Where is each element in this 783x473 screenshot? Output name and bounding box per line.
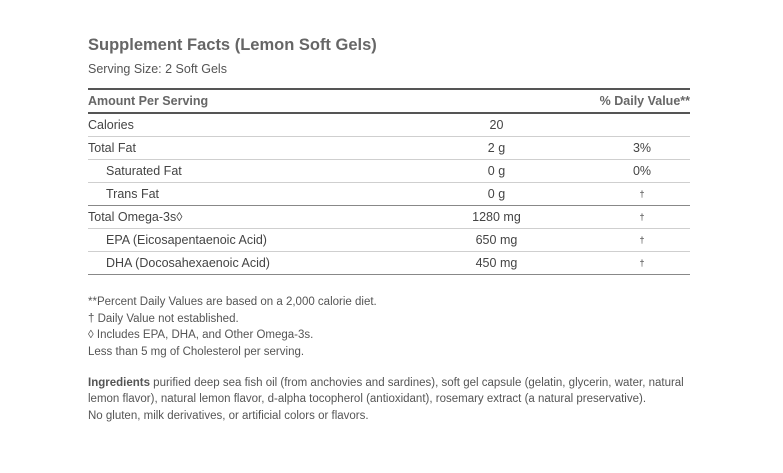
nutrient-amount: 450 mg: [475, 256, 518, 270]
nutrient-daily-value: [564, 113, 690, 137]
nutrient-name: Trans Fat: [106, 187, 160, 201]
nutrient-name: Total Omega-3s◊: [88, 210, 183, 224]
nutrient-amount: 20: [489, 118, 504, 132]
header-amount-spacer: [429, 89, 564, 113]
table-row: [88, 229, 690, 252]
nutrient-name: Calories: [88, 118, 134, 132]
table-row: [88, 206, 690, 229]
ingredients-label: Ingredients: [88, 377, 150, 389]
ingredients-section: [88, 375, 693, 424]
nutrient-amount: 1280 mg: [472, 210, 521, 224]
nutrient-name: Saturated Fat: [106, 164, 182, 178]
nutrient-amount: 650 mg: [475, 233, 518, 247]
nutrient-name: Total Fat: [88, 141, 136, 155]
nutrient-name: EPA (Eicosapentaenoic Acid): [106, 233, 267, 247]
table-row: [88, 252, 690, 275]
ingredients-paragraph: [88, 375, 693, 408]
table-row: [88, 137, 690, 160]
free-from-statement: No gluten, milk derivatives, or artificial colors or flavors.: [88, 409, 369, 422]
serving-size: Serving Size: 2 Soft Gels: [88, 62, 227, 76]
nutrient-daily-value: †: [639, 235, 645, 245]
nutrient-daily-value: †: [639, 189, 645, 199]
header-amount-per-serving: Amount Per Serving: [88, 94, 209, 108]
ingredients-text: purified deep sea fish oil (from anchovies and sardines), soft gel capsule (gelatin, glycerin, water, natural lemon flavor), natural lemon flavor, d-alpha tocopherol (antioxidant), rosemary extract (a natural preservative).: [88, 377, 684, 406]
nutrient-daily-value: †: [639, 212, 645, 222]
table-row: [88, 183, 690, 206]
nutrition-table: [88, 88, 690, 275]
panel-title: Supplement Facts (Lemon Soft Gels): [88, 36, 377, 54]
table-row: [88, 113, 690, 137]
nutrient-daily-value: 0%: [632, 164, 652, 178]
footnote-omega: ◊ Includes EPA, DHA, and Other Omega-3s.: [88, 329, 314, 341]
nutrient-daily-value: 3%: [632, 141, 652, 155]
table-row: [88, 160, 690, 183]
nutrient-amount: 0 g: [487, 164, 506, 178]
footnote-cholesterol: Less than 5 mg of Cholesterol per serving.: [88, 345, 305, 358]
nutrient-name: DHA (Docosahexaenoic Acid): [106, 256, 270, 270]
nutrient-amount: 0 g: [487, 187, 506, 201]
table-header-row: [88, 89, 690, 113]
nutrient-amount: 2 g: [487, 141, 506, 155]
footnote-dagger: † Daily Value not established.: [88, 312, 239, 325]
footnote-daily-values: **Percent Daily Values are based on a 2,000 calorie diet.: [88, 296, 377, 308]
nutrient-daily-value: †: [639, 258, 645, 268]
header-daily-value: % Daily Value**: [599, 94, 690, 108]
footnotes: [88, 294, 377, 360]
